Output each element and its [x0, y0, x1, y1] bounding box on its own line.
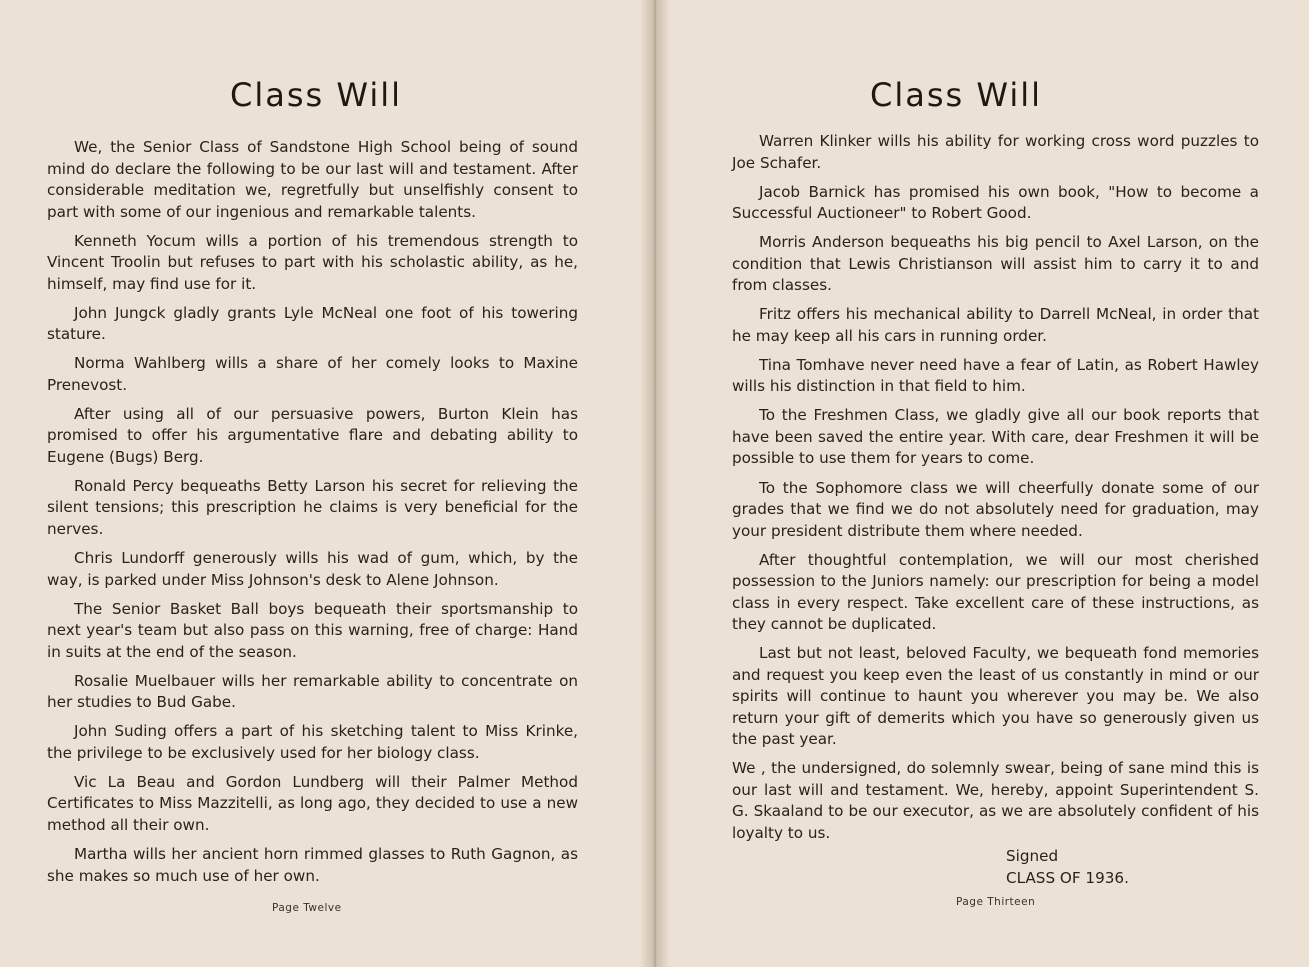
- paragraph: The Senior Basket Ball boys bequeath their sportsmanship to next year's team but also pass on this warning, free of charge: Hand in suits at the end of the season.: [47, 599, 578, 661]
- paragraph: Warren Klinker wills his ability for working cross word puzzles to Joe Schafer.: [732, 132, 1259, 172]
- paragraph: Fritz offers his mechanical ability to Darrell McNeal, in order that he may keep all his cars in running order.: [732, 305, 1259, 345]
- paragraph: Chris Lundorff generously wills his wad of gum, which, by the way, is parked under Miss Johnson's desk to Alene Johnson.: [47, 549, 578, 589]
- page-title: Class Will: [870, 76, 1042, 114]
- left-page-body: [47, 137, 578, 895]
- paragraph: Vic La Beau and Gordon Lundberg will their Palmer Method Certificates to Miss Mazzitelli, as long ago, they decided to use a new method all their own.: [47, 772, 578, 834]
- paragraph: After thoughtful contemplation, we will our most cherished possession to the Juniors namely: our prescription for being a model class in every respect. Take excellent care of these instructions, as they cannot be duplicated.: [732, 550, 1259, 634]
- paragraph: Last but not least, beloved Faculty, we bequeath fond memories and request you keep even the least of us constantly in mind or our spirits will continue to haunt you wherever you may be. We also return your gift of demerits which you have so generously given us the past year.: [732, 644, 1259, 749]
- paragraph: We, the Senior Class of Sandstone High School being of sound mind do declare the following to be our last will and testament. After considerable meditation we, regretfully but unselfishly consent to part with some of our ingenious and remarkable talents.: [47, 138, 578, 221]
- signed-by: CLASS OF 1936.: [1006, 869, 1129, 887]
- right-page: [656, 0, 1309, 967]
- paragraph: Norma Wahlberg wills a share of her comely looks to Maxine Prenevost.: [47, 354, 578, 394]
- signature-block: [1006, 845, 1129, 889]
- book-gutter: [640, 0, 670, 967]
- page-title: Class Will: [230, 76, 402, 114]
- signed-label: Signed: [1006, 847, 1059, 865]
- page-number: Page Twelve: [272, 902, 342, 914]
- paragraph: Jacob Barnick has promised his own book, "How to become a Successful Auctioneer" to Robert Good.: [732, 182, 1259, 223]
- paragraph: To the Sophomore class we will cheerfully donate some of our grades that we find we do not absolutely need for graduation, may your president distribute them where needed.: [732, 478, 1259, 540]
- paragraph: To the Freshmen Class, we gladly give all our book reports that have been saved the entire year. With care, dear Freshmen it will be possible to use them for years to come.: [732, 406, 1259, 468]
- right-page-body: [732, 131, 1259, 852]
- page-number: Page Thirteen: [956, 896, 1036, 908]
- paragraph: Morris Anderson bequeaths his big pencil to Axel Larson, on the condition that Lewis Christianson will assist him to carry it to and from classes.: [732, 233, 1259, 295]
- paragraph: After using all of our persuasive powers, Burton Klein has promised to offer his argumentative flare and debating ability to Eugene (Bugs) Berg.: [47, 404, 578, 466]
- paragraph: Martha wills her ancient horn rimmed glasses to Ruth Gagnon, as she makes so much use of her own.: [47, 845, 578, 885]
- paragraph: John Jungck gladly grants Lyle McNeal one foot of his towering stature.: [47, 303, 578, 344]
- left-page: [0, 0, 654, 967]
- paragraph: Rosalie Muelbauer wills her remarkable ability to concentrate on her studies to Bud Gabe.: [47, 671, 578, 712]
- paragraph: Tina Tomhave never need have a fear of Latin, as Robert Hawley wills his distinction in that field to him.: [732, 355, 1259, 396]
- paragraph: Ronald Percy bequeaths Betty Larson his secret for relieving the silent tensions; this prescription he claims is very beneficial for the nerves.: [47, 476, 578, 538]
- paragraph: Kenneth Yocum wills a portion of his tremendous strength to Vincent Troolin but refuses to part with his scholastic ability, as he, himself, may find use for it.: [47, 231, 578, 293]
- paragraph: John Suding offers a part of his sketching talent to Miss Krinke, the privilege to be exclusively used for her biology class.: [47, 722, 578, 762]
- closing-paragraph: We , the undersigned, do solemnly swear, being of sane mind this is our last will and testament. We, hereby, appoint Superintendent S. G. Skaaland to be our executor, as we are absolutely confident of his loyalty to us.: [732, 759, 1259, 842]
